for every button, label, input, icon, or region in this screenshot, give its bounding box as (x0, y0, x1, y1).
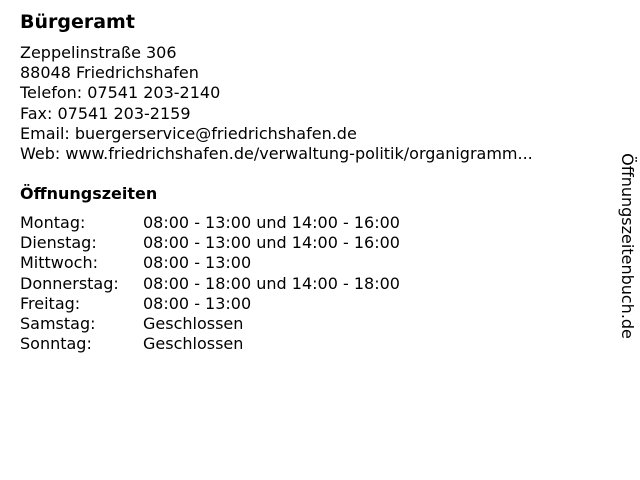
hours-row-saturday (20, 314, 400, 334)
day-label: Freitag: (20, 293, 81, 313)
hours-row-sunday (20, 334, 400, 354)
hours-row-friday (20, 294, 400, 314)
hours-row-tuesday (20, 233, 400, 253)
hours-row-monday (20, 213, 400, 233)
opening-hours-list (20, 213, 400, 354)
hours-row-wednesday (20, 253, 400, 273)
day-hours: 08:00 - 13:00 und 14:00 - 16:00 (143, 213, 400, 232)
day-hours: 08:00 - 13:00 (143, 293, 252, 313)
day-hours: 08:00 - 13:00 (143, 253, 252, 273)
day-label: Dienstag: (20, 233, 97, 253)
hours-row-thursday (20, 274, 400, 294)
opening-hours-heading: Öffnungszeiten (20, 184, 158, 203)
email-line: Email: buergerservice@friedrichshafen.de (20, 123, 357, 143)
address-street: Zeppelinstraße 306 (20, 43, 177, 62)
web-line: Web: www.friedrichshafen.de/verwaltung-politik/organigramm... (20, 144, 533, 164)
contact-info (20, 43, 533, 164)
phone-line: Telefon: 07541 203-2140 (20, 83, 221, 103)
day-hours: Geschlossen (143, 334, 244, 354)
day-label: Samstag: (20, 314, 96, 334)
day-label: Sonntag: (20, 334, 92, 354)
address-city: 88048 Friedrichshafen (20, 63, 199, 83)
day-hours: 08:00 - 18:00 und 14:00 - 18:00 (143, 273, 400, 293)
office-title: Bürgeramt (20, 11, 135, 33)
day-hours: Geschlossen (143, 314, 244, 334)
site-watermark: Öffnungszeitenbuch.de (618, 153, 637, 339)
day-label: Mittwoch: (20, 253, 98, 273)
fax-line: Fax: 07541 203-2159 (20, 103, 191, 123)
day-hours: 08:00 - 13:00 und 14:00 - 16:00 (143, 233, 400, 253)
day-label: Donnerstag: (20, 273, 119, 293)
day-label: Montag: (20, 213, 86, 232)
